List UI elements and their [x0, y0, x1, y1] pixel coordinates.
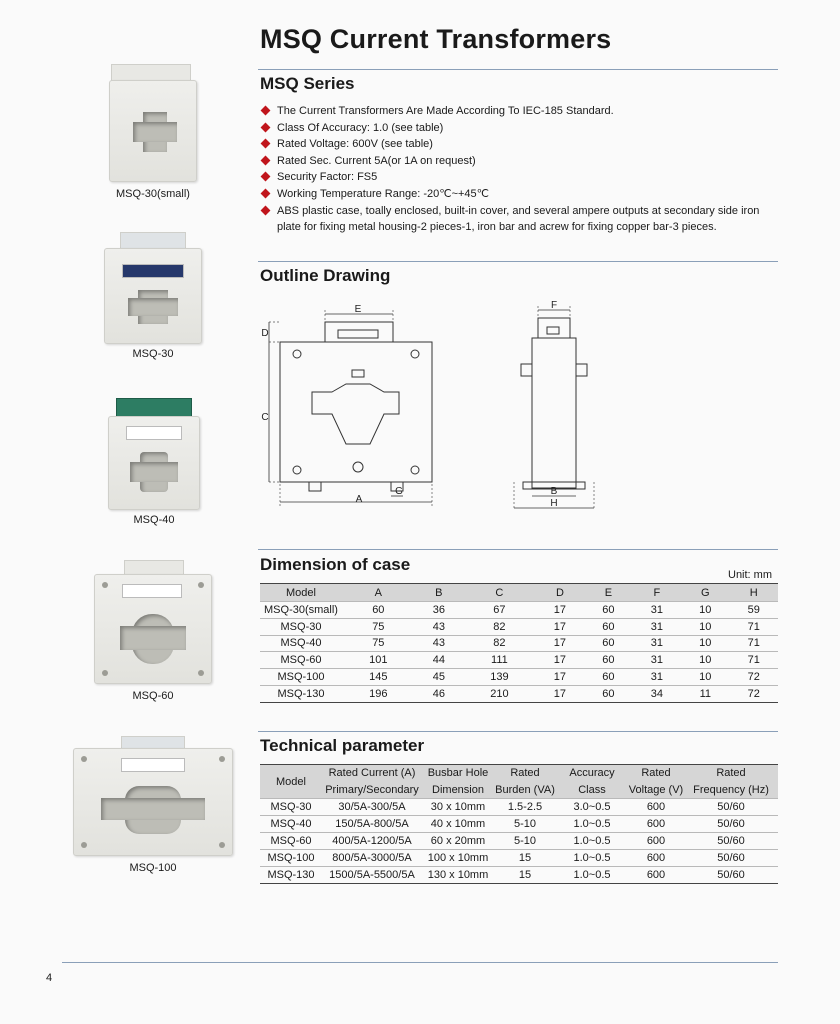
product-photo: [71, 736, 235, 858]
column-header: C: [463, 584, 536, 602]
column-header: G: [681, 584, 729, 602]
table-cell: 210: [463, 685, 536, 702]
table-cell: 60: [584, 685, 632, 702]
column-header: Frequency (Hz): [684, 782, 778, 799]
table-cell: 44: [415, 652, 463, 669]
table-cell: 600: [628, 799, 684, 816]
table-cell: 60: [342, 602, 415, 619]
table-cell: 17: [536, 618, 584, 635]
table-cell: 17: [536, 635, 584, 652]
table-cell: 75: [342, 635, 415, 652]
dim-label-h: H: [550, 498, 558, 509]
table-cell: 1.0~0.5: [556, 816, 628, 833]
table-cell: 31: [633, 635, 681, 652]
product-photo: [103, 64, 203, 184]
table-cell: 34: [633, 685, 681, 702]
table-cell: 10: [681, 669, 729, 686]
table-cell: MSQ-60: [260, 833, 322, 850]
section-heading-outline: Outline Drawing: [260, 266, 391, 285]
table-cell: 800/5A-3000/5A: [322, 850, 422, 867]
table-cell: 50/60: [684, 799, 778, 816]
table-cell: 71: [730, 618, 778, 635]
column-header: Rated: [628, 765, 684, 782]
dim-label-a: A: [355, 494, 363, 505]
table-cell: 10: [681, 652, 729, 669]
table-cell: 1.0~0.5: [556, 833, 628, 850]
table-cell: 17: [536, 685, 584, 702]
section-heading-dimension: Dimension of case: [260, 555, 411, 574]
table-row: [260, 669, 778, 686]
table-cell: 82: [463, 635, 536, 652]
feature-item: ABS plastic case, toally enclosed, built-in cover, and several ampere outputs at secondary side iron plate for fixing metal housing-2 pieces-1, iron bar and acrew for fixing copper bar-3 pieces.: [260, 203, 780, 236]
table-cell: MSQ-100: [260, 850, 322, 867]
feature-item: Security Factor: FS5: [260, 169, 780, 186]
table-cell: 30/5A-300/5A: [322, 799, 422, 816]
table-cell: 31: [633, 669, 681, 686]
feature-item: Rated Sec. Current 5A(or 1A on request): [260, 153, 780, 170]
column-header: Rated: [494, 765, 556, 782]
table-cell: 17: [536, 652, 584, 669]
table-cell: 71: [730, 635, 778, 652]
table-cell: 60: [584, 618, 632, 635]
column-header: F: [633, 584, 681, 602]
feature-list: [260, 103, 780, 236]
table-cell: 31: [633, 618, 681, 635]
column-header: A: [342, 584, 415, 602]
table-cell: 59: [730, 602, 778, 619]
divider: [258, 261, 778, 262]
column-header: Model: [260, 765, 322, 799]
table-cell: 5-10: [494, 816, 556, 833]
column-header: Primary/Secondary: [322, 782, 422, 799]
table-row: [260, 618, 778, 635]
table-cell: MSQ-40: [260, 816, 322, 833]
table-cell: 60: [584, 635, 632, 652]
table-cell: 11: [681, 685, 729, 702]
table-cell: 111: [463, 652, 536, 669]
table-cell: 72: [730, 685, 778, 702]
table-cell: 196: [342, 685, 415, 702]
table-cell: 31: [633, 602, 681, 619]
table-cell: 82: [463, 618, 536, 635]
column-header: Class: [556, 782, 628, 799]
dim-label-e: E: [354, 304, 362, 315]
column-header: B: [415, 584, 463, 602]
table-cell: 600: [628, 833, 684, 850]
table-cell: 150/5A-800/5A: [322, 816, 422, 833]
feature-item: Working Temperature Range: -20℃~+45℃: [260, 186, 780, 203]
table-cell: 72: [730, 669, 778, 686]
table-cell: 15: [494, 850, 556, 867]
column-header: Model: [260, 584, 342, 602]
table-cell: 43: [415, 635, 463, 652]
dim-label-d: D: [261, 328, 269, 339]
table-cell: 60: [584, 652, 632, 669]
column-header: Dimension: [422, 782, 494, 799]
product-msq100: [70, 736, 236, 874]
table-cell: MSQ-40: [260, 635, 342, 652]
divider: [258, 549, 778, 550]
table-cell: 36: [415, 602, 463, 619]
table-cell: MSQ-30: [260, 618, 342, 635]
table-cell: 1500/5A-5500/5A: [322, 867, 422, 884]
table-cell: 50/60: [684, 833, 778, 850]
table-cell: MSQ-30: [260, 799, 322, 816]
table-cell: 45: [415, 669, 463, 686]
table-cell: 600: [628, 850, 684, 867]
product-caption: MSQ-100: [129, 862, 177, 874]
table-cell: 130 x 10mm: [422, 867, 494, 884]
column-header: Accuracy: [556, 765, 628, 782]
table-cell: 600: [628, 816, 684, 833]
table-cell: 139: [463, 669, 536, 686]
table-row: [260, 685, 778, 702]
product-photo: [92, 560, 214, 686]
table-cell: MSQ-60: [260, 652, 342, 669]
table-cell: 40 x 10mm: [422, 816, 494, 833]
dim-label-g: G: [395, 486, 403, 497]
table-cell: 50/60: [684, 816, 778, 833]
table-cell: 50/60: [684, 867, 778, 884]
table-cell: 100 x 10mm: [422, 850, 494, 867]
divider: [258, 69, 778, 70]
table-cell: 5-10: [494, 833, 556, 850]
table-cell: 30 x 10mm: [422, 799, 494, 816]
feature-item: The Current Transformers Are Made According To IEC-185 Standard.: [260, 103, 780, 120]
table-cell: MSQ-130: [260, 685, 342, 702]
column-header: Rated: [684, 765, 778, 782]
table-row: [260, 833, 778, 850]
table-cell: 46: [415, 685, 463, 702]
table-row: [260, 850, 778, 867]
feature-item: Class Of Accuracy: 1.0 (see table): [260, 120, 780, 137]
section-heading-technical: Technical parameter: [260, 736, 425, 755]
column-header: Rated Current (A): [322, 765, 422, 782]
table-row: [260, 816, 778, 833]
product-msq60: [90, 560, 216, 702]
table-cell: MSQ-100: [260, 669, 342, 686]
table-cell: 17: [536, 602, 584, 619]
divider: [258, 731, 778, 732]
table-cell: 60 x 20mm: [422, 833, 494, 850]
footer-divider: [62, 962, 778, 963]
table-row: [260, 652, 778, 669]
table-cell: 145: [342, 669, 415, 686]
dim-label-c: C: [261, 412, 269, 423]
table-cell: MSQ-30(small): [260, 602, 342, 619]
table-cell: 67: [463, 602, 536, 619]
page-number: 4: [46, 972, 53, 984]
table-cell: 43: [415, 618, 463, 635]
product-caption: MSQ-30(small): [116, 188, 190, 200]
table-row: [260, 799, 778, 816]
table-cell: 10: [681, 618, 729, 635]
table-cell: 10: [681, 635, 729, 652]
page-title: MSQ Current Transformers: [260, 24, 612, 54]
product-caption: MSQ-30: [132, 348, 174, 360]
table-cell: MSQ-130: [260, 867, 322, 884]
table-cell: 50/60: [684, 850, 778, 867]
column-header: Busbar Hole: [422, 765, 494, 782]
table-cell: 10: [681, 602, 729, 619]
column-header: Voltage (V): [628, 782, 684, 799]
table-cell: 101: [342, 652, 415, 669]
table-cell: 3.0~0.5: [556, 799, 628, 816]
section-heading-series: MSQ Series: [260, 74, 355, 93]
feature-item: Rated Voltage: 600V (see table): [260, 136, 780, 153]
technical-table: [260, 764, 778, 884]
product-msq40: [102, 398, 206, 526]
column-header: D: [536, 584, 584, 602]
product-caption: MSQ-60: [132, 690, 174, 702]
table-cell: 60: [584, 602, 632, 619]
table-row: [260, 867, 778, 884]
product-msq30: [98, 232, 208, 360]
table-cell: 31: [633, 652, 681, 669]
product-caption: MSQ-40: [133, 514, 175, 526]
table-cell: 17: [536, 669, 584, 686]
outline-drawing: [255, 296, 600, 512]
table-cell: 71: [730, 652, 778, 669]
unit-label: Unit: mm: [728, 569, 772, 581]
dim-label-f: F: [550, 300, 558, 311]
table-cell: 400/5A-1200/5A: [322, 833, 422, 850]
table-cell: 1.0~0.5: [556, 850, 628, 867]
column-header: Burden (VA): [494, 782, 556, 799]
column-header: H: [730, 584, 778, 602]
table-cell: 60: [584, 669, 632, 686]
column-header: E: [584, 584, 632, 602]
product-photo: [102, 232, 204, 344]
table-cell: 600: [628, 867, 684, 884]
table-cell: 1.5-2.5: [494, 799, 556, 816]
table-row: [260, 635, 778, 652]
table-cell: 75: [342, 618, 415, 635]
dim-label-b: B: [550, 486, 558, 497]
table-cell: 1.0~0.5: [556, 867, 628, 884]
product-msq30-small: [100, 64, 206, 200]
product-photo: [106, 398, 202, 510]
dimension-table: [260, 583, 778, 703]
table-cell: 15: [494, 867, 556, 884]
table-row: [260, 602, 778, 619]
